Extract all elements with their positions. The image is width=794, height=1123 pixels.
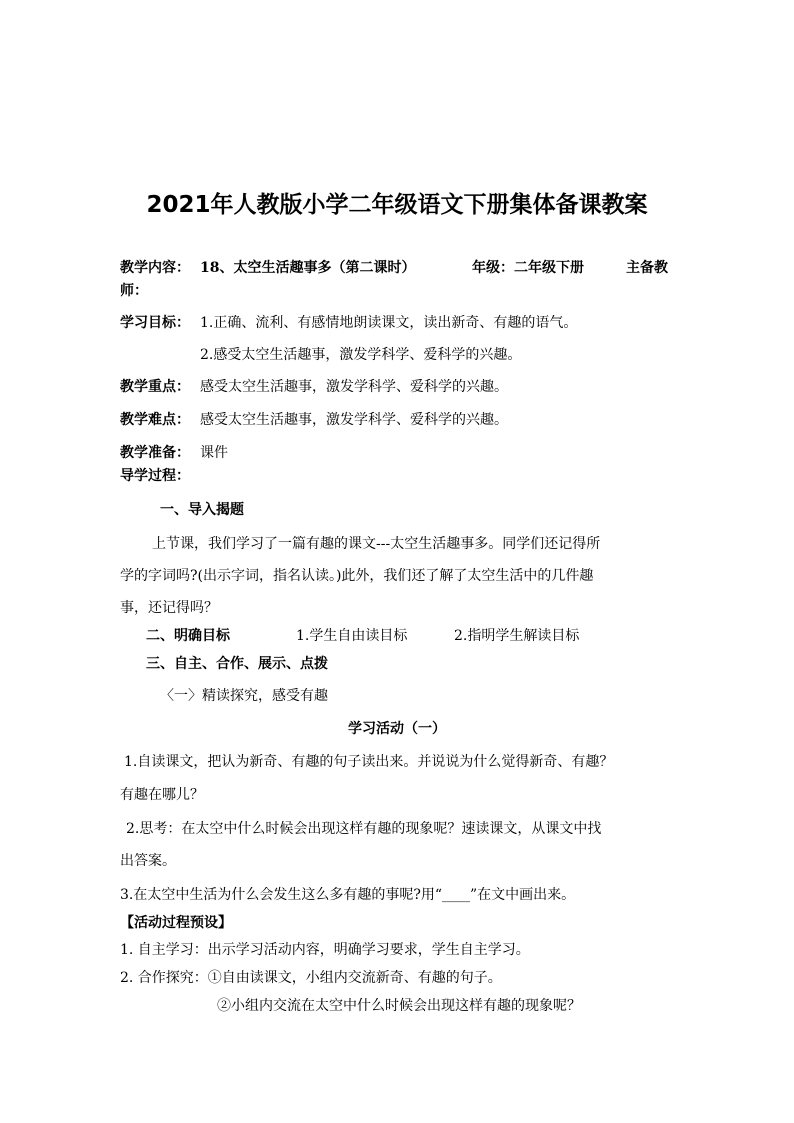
activity-question-1-line-1: 1.自读课文，把认为新奇、有趣的句子读出来。并说说为什么觉得新奇、有趣？: [124, 754, 614, 770]
key-point-label: 教学重点：: [120, 379, 190, 395]
section-3-sub: 〈一〉精读探究，感受有趣: [160, 688, 328, 704]
grade-info: 年级：二年级下册: [472, 260, 584, 276]
activity-question-3: 3.在太空中生活为什么会发生这么多有趣的事呢?用“____”在文中画出来。: [120, 887, 576, 903]
key-point-value: 感受太空生活趣事，激发学科学、爱科学的兴趣。: [200, 379, 508, 395]
teacher-label: 主备教: [626, 260, 668, 276]
section-2-heading: 二、明确目标: [146, 628, 230, 644]
preparation-value: 课件: [200, 445, 228, 461]
process-label: 导学过程：: [120, 468, 190, 484]
objective-item-2: 2.感受太空生活趣事，激发学科学、爱科学的兴趣。: [200, 347, 522, 363]
preparation-label: 教学准备：: [120, 445, 190, 461]
section-1-para-line-2: 学的字词吗?(出示字词，指名认读。)此外，我们还了解了太空生活中的几件趣: [120, 568, 594, 584]
activity-question-2-line-1: 2.思考：在太空中什么时候会出现这样有趣的现象呢？速读课文，从课文中找: [126, 821, 602, 837]
preset-step-2b: ②小组内交流在太空中什么时候会出现这样有趣的现象呢？: [217, 998, 581, 1014]
teacher-label-cont: 师：: [120, 283, 148, 299]
preset-step-1: 1. 自主学习：出示学习活动内容，明确学习要求，学生自主学习。: [120, 942, 530, 958]
activity-question-1-line-2: 有趣在哪儿？: [120, 787, 204, 803]
activity-question-2-line-2: 出答案。: [120, 853, 176, 869]
activity-title: 学习活动（一）: [348, 721, 446, 737]
content-label: 教学内容：: [120, 260, 190, 276]
section-2-item-2: 2.指明学生解读目标: [454, 628, 580, 644]
section-1-para-line-3: 事，还记得吗？: [120, 600, 218, 616]
section-3-heading: 三、自主、合作、展示、点拨: [146, 656, 328, 672]
section-1-heading: 一、导入揭题: [160, 502, 244, 518]
objective-item-1: 1.正确、流利、有感情地朗读课文，读出新奇、有趣的语气。: [200, 315, 578, 331]
objectives-label: 学习目标：: [120, 315, 190, 331]
section-2-item-1: 1.学生自由读目标: [296, 628, 408, 644]
document-title: 2021年人教版小学二年级语文下册集体备课教案: [146, 192, 648, 218]
preset-step-2: 2. 合作探究：①自由读课文，小组内交流新奇、有趣的句子。: [120, 970, 502, 986]
difficulty-label: 教学难点：: [120, 412, 190, 428]
difficulty-value: 感受太空生活趣事，激发学科学、爱科学的兴趣。: [200, 412, 508, 428]
section-1-para-line-1: 上节课，我们学习了一篇有趣的课文---太空生活趣事多。同学们还记得所: [152, 536, 601, 552]
preset-heading: 【活动过程预设】: [120, 915, 232, 931]
content-value: 18、太空生活趣事多（第二课时）: [200, 260, 416, 276]
